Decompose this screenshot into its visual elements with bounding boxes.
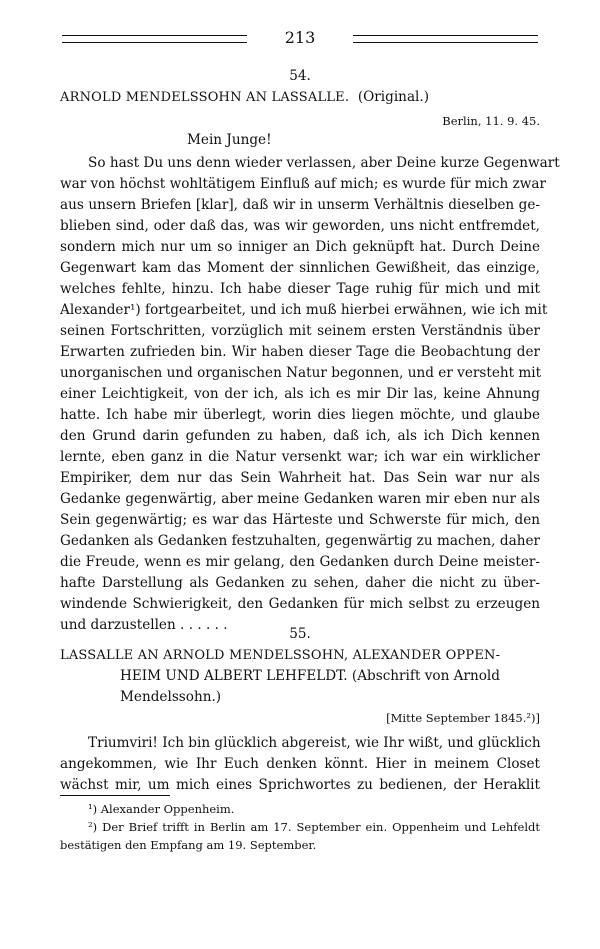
body-line: sondern mich nur um so inniger an Dich geknüpft hat. Durch Deine — [60, 239, 540, 255]
page-number: 213 — [284, 28, 316, 47]
header-rule-right — [353, 35, 538, 43]
body-line: und darzustellen . . . . . . — [60, 617, 228, 633]
body-line: Gedanke gegenwärtig, aber meine Gedanken waren mir eben nur als — [60, 491, 540, 507]
body-line: wächst mir, um mich eines Sprichwortes zu bedienen, der Heraklit — [60, 777, 540, 793]
letter-55-head — [60, 624, 540, 729]
body-line: unorganischen und organischen Natur begonnen, und er versteht mit — [60, 365, 542, 381]
letter-54-head — [60, 66, 540, 151]
body-line: Empiriker, dem nur das Sein Wahrheit hat. Das Sein war nur als — [60, 470, 540, 486]
dateline: Berlin, 11. 9. 45. — [442, 114, 540, 128]
body-line: welches fehlte, hinzu. Ich habe dieser Tage ruhig für mich und mit — [60, 281, 540, 297]
body-line: Gedanken als Gedanken festzuhalten, gegenwärtig zu machen, daher — [60, 533, 540, 549]
footnote: ²) Der Brief trifft in Berlin am 17. September ein. Oppenheim und Lehfeldt — [88, 820, 540, 834]
body-line: blieben sind, oder daß das, was wir geworden, uns nicht entfremdet, — [60, 218, 540, 234]
body-line: einer Leichtigkeit, von der ich, als ich es mir Dir las, keine Ahnung — [60, 386, 540, 402]
letter-heading-line: Mendelssohn.) — [120, 689, 222, 705]
body-line: windende Schwierigkeit, den Gedanken für mich selbst zu erzeugen — [60, 596, 540, 612]
letter-heading-line: HEIM UND ALBERT LEHFELDT. (Abschrift von Arnold — [120, 668, 500, 684]
body-line: lernte, eben ganz in die Natur versenkt war; ich war ein wirklicher — [60, 449, 540, 465]
salutation: Mein Junge! — [187, 132, 272, 148]
footnotes — [60, 800, 540, 854]
body-line: hafte Darstellung als Gedanken zu sehen, daher die nicht zu über- — [60, 575, 540, 591]
body-line: So hast Du uns denn wieder verlassen, aber Deine kurze Gegenwart — [88, 155, 560, 171]
footnote-rule — [60, 795, 170, 796]
body-line: seinen Fortschritten, vorzüglich mit seinem ersten Verständnis über — [60, 323, 540, 339]
body-line: Gegenwart kam das Moment der sinnlichen Gewißheit, das einzige, — [60, 260, 540, 276]
body-line: Triumviri! Ich bin glücklich abgereist, wie Ihr wißt, und glücklich — [88, 735, 541, 751]
body-line: hatte. Ich habe mir überlegt, worin dies liegen möchte, und glaube — [60, 407, 540, 423]
body-line: den Grund darin gefunden zu haben, daß ich, als ich Dich kennen — [60, 428, 540, 444]
page-header — [60, 30, 540, 50]
body-line: war von höchst wohltätigem Einfluß auf mich; es wurde für mich zwar — [60, 176, 547, 192]
footnote: ¹) Alexander Oppenheim. — [88, 802, 235, 816]
footnote: bestätigen den Empfang am 19. September. — [60, 838, 317, 852]
body-line: Erwarten zufrieden bin. Wir haben dieser Tage die Beobachtung der — [60, 344, 540, 360]
letter-number: 55. — [289, 626, 311, 642]
letter-54-body — [60, 153, 560, 636]
letter-heading-line: LASSALLE AN ARNOLD MENDELSSOHN, ALEXANDER OPPEN- — [60, 648, 501, 663]
body-line: Alexander¹) fortgearbeitet, und ich muß hierbei erwähnen, wie ich mit — [60, 302, 548, 318]
dateline: [Mitte September 1845.²)] — [386, 711, 540, 725]
body-line: angekommen, wie Ihr Euch denken könnt. Hier in meinem Closet — [60, 756, 540, 772]
body-line: aus unsern Briefen [klar], daß wir in unserm Verhältnis dieselben ge- — [60, 197, 540, 213]
body-line: die Freude, wenn es mir gelang, den Gedanken durch Deine meister- — [60, 554, 540, 570]
letter-number: 54. — [289, 68, 311, 84]
body-line: Sein gegenwärtig; es war das Härteste und Schwerste für mich, den — [60, 512, 540, 528]
letter-55-body — [60, 733, 540, 796]
letter-heading: ARNOLD MENDELSSOHN AN LASSALLE. (Original.) — [60, 89, 430, 105]
